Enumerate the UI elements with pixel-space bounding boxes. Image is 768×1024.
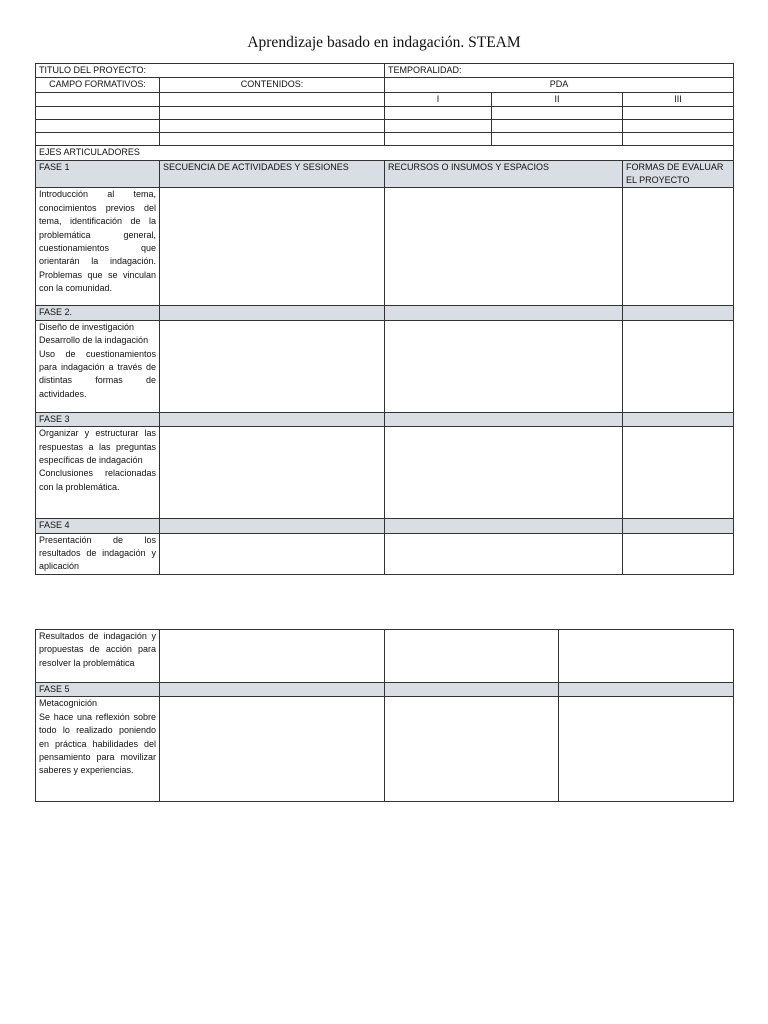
pda-col-ii: II: [492, 92, 623, 106]
secuencia-cell[interactable]: [160, 427, 385, 519]
formas-cell[interactable]: [623, 320, 734, 412]
pda-label: PDA: [385, 78, 734, 92]
fase-4-description-continued: Resultados de indagación y propuestas de acción para resolver la problemática: [36, 630, 160, 683]
recursos-cell[interactable]: [385, 697, 559, 802]
fase-5-label: FASE 5: [36, 683, 160, 697]
fase-2-line-c: Uso de cuestionamientos para indagación a través de distintas formas de actividades.: [39, 348, 156, 399]
fase-2-line-a: Diseño de investigación: [39, 321, 135, 332]
pda-cell[interactable]: [492, 120, 623, 133]
recursos-cell[interactable]: [385, 188, 623, 306]
fase-1-label: FASE 1: [36, 160, 160, 188]
temporalidad-label: TEMPORALIDAD:: [385, 64, 734, 78]
recursos-cell[interactable]: [385, 427, 623, 519]
pda-col-iii: III: [623, 92, 734, 106]
recursos-cell[interactable]: [385, 320, 623, 412]
formas-cell[interactable]: [623, 533, 734, 574]
contenidos-cell[interactable]: [160, 133, 385, 146]
recursos-cell[interactable]: [385, 630, 559, 683]
fase-5-description: [36, 697, 160, 802]
contenidos-label: CONTENIDOS:: [160, 78, 385, 92]
secuencia-header: SECUENCIA DE ACTIVIDADES Y SESIONES: [160, 160, 385, 188]
pda-cell[interactable]: [385, 133, 492, 146]
planning-table: [35, 63, 734, 575]
fase-3-label: FASE 3: [36, 412, 160, 426]
fase-5-line-a: Metacognición: [39, 698, 98, 709]
fase-3-description: [36, 427, 160, 519]
campo-cell[interactable]: [36, 92, 160, 106]
pda-cell[interactable]: [385, 107, 492, 120]
formas-cell[interactable]: [559, 697, 734, 802]
recursos-cell[interactable]: [385, 533, 623, 574]
pda-cell[interactable]: [623, 107, 734, 120]
pda-cell[interactable]: [492, 107, 623, 120]
contenidos-cell[interactable]: [160, 92, 385, 106]
secuencia-cell[interactable]: [160, 320, 385, 412]
campo-cell[interactable]: [36, 133, 160, 146]
document-title: Aprendizaje basado en indagación. STEAM: [247, 34, 521, 51]
campo-cell[interactable]: [36, 107, 160, 120]
planning-table-continued: [35, 629, 734, 802]
secuencia-cell[interactable]: [160, 630, 385, 683]
fase-4-label: FASE 4: [36, 519, 160, 533]
campo-formativos-label: CAMPO FORMATIVOS:: [36, 78, 160, 92]
fase-2-description: [36, 320, 160, 412]
formas-cell[interactable]: [559, 630, 734, 683]
fase-2-label: FASE 2.: [36, 306, 160, 320]
fase-2-line-b: Desarrollo de la indagación: [39, 335, 149, 346]
formas-cell[interactable]: [623, 427, 734, 519]
pda-cell[interactable]: [623, 120, 734, 133]
contenidos-cell[interactable]: [160, 120, 385, 133]
recursos-header: RECURSOS O INSUMOS Y ESPACIOS: [385, 160, 623, 188]
fase-1-description: Introducción al tema, conocimientos previos del tema, identificación de la problemática general, cuestionamientos que orientarán la indagación. Problemas que se vinculan con la comunidad.: [36, 188, 160, 306]
fase-3-line-a: Organizar y estructurar las respuestas a las preguntas específicas de indagación: [39, 428, 156, 466]
contenidos-cell[interactable]: [160, 107, 385, 120]
formas-cell[interactable]: [623, 188, 734, 306]
pda-col-i: I: [385, 92, 492, 106]
ejes-articuladores-label: EJES ARTICULADORES: [36, 146, 734, 160]
secuencia-cell[interactable]: [160, 188, 385, 306]
secuencia-cell[interactable]: [160, 697, 385, 802]
pda-cell[interactable]: [492, 133, 623, 146]
pda-cell[interactable]: [623, 133, 734, 146]
secuencia-cell[interactable]: [160, 533, 385, 574]
fase-4-description: Presentación de los resultados de indagación y aplicación: [36, 533, 160, 574]
titulo-proyecto-label: TITULO DEL PROYECTO:: [36, 64, 385, 78]
fase-5-line-b: Se hace una reflexión sobre todo lo realizado poniendo en práctica habilidades del pensamiento para movilizar saberes y experiencias.: [39, 711, 156, 776]
campo-cell[interactable]: [36, 120, 160, 133]
fase-3-line-b: Conclusiones relacionadas con la problemática.: [39, 468, 156, 492]
pda-cell[interactable]: [385, 120, 492, 133]
formas-header: FORMAS DE EVALUAR EL PROYECTO: [623, 160, 734, 188]
